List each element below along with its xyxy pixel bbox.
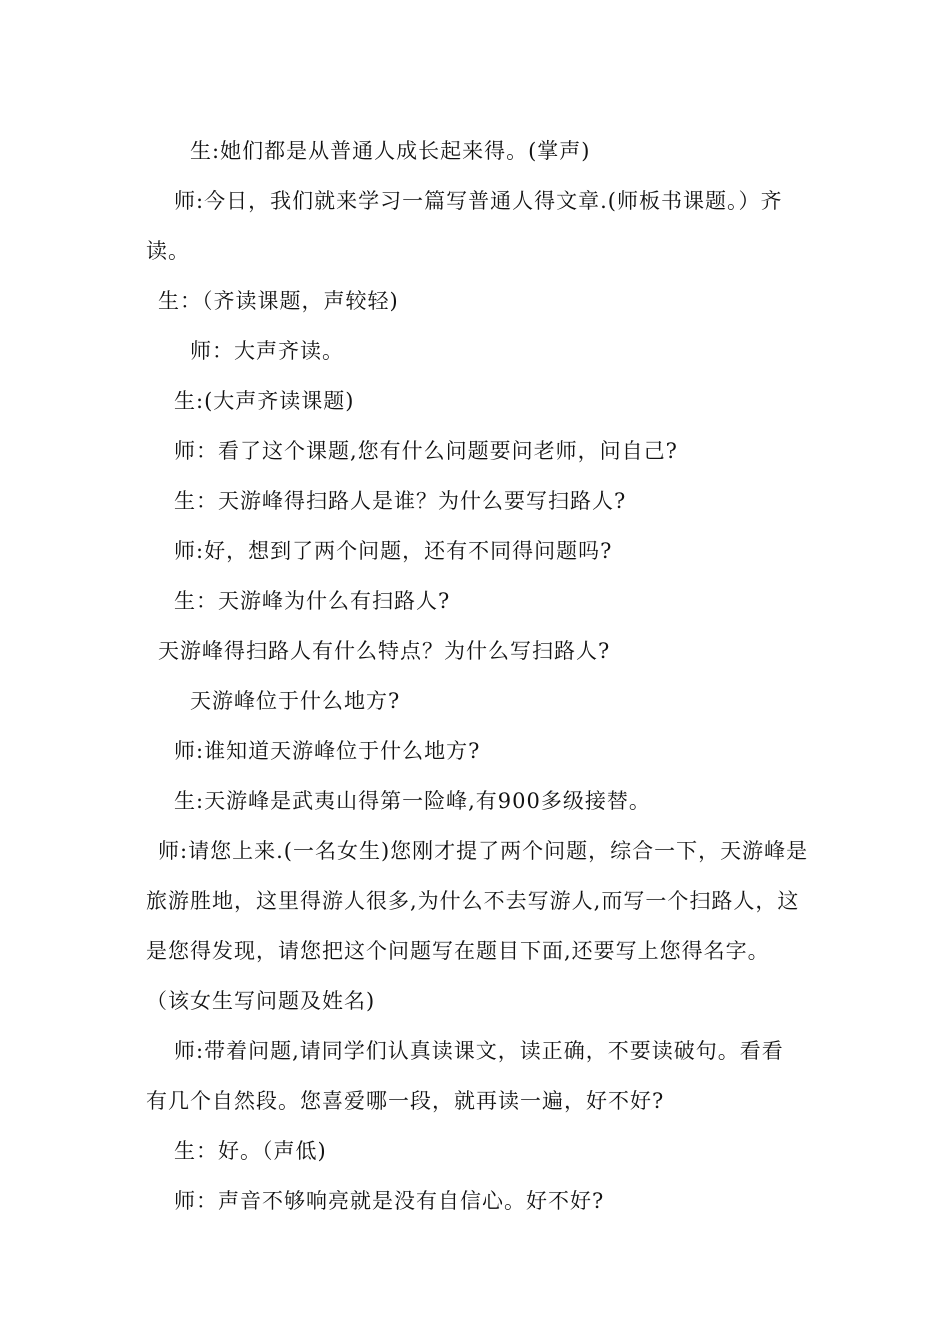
text-line-13: 师:谁知道天游峰位于什么地方?: [174, 739, 481, 763]
text-line-10: 生：天游峰为什么有扫路人?: [174, 589, 451, 613]
text-line-12: 天游峰位于什么地方?: [190, 689, 401, 713]
text-line-15: 师:请您上来.(一名女生)您刚才提了两个问题，综合一下，天游峰是: [158, 839, 809, 863]
text-line-2: 师:今日，我们就来学习一篇写普通人得文章.(师板书课题。）齐: [174, 189, 783, 213]
text-line-17: 是您得发现，请您把这个问题写在题目下面,还要写上您得名字。: [146, 939, 770, 963]
text-line-5: 师：大声齐读。: [190, 339, 344, 363]
text-line-19: 师:带着问题,请同学们认真读课文，读正确，不要读破句。看看: [174, 1039, 784, 1063]
text-line-14: 生:天游峰是武夷山得第一险峰,有900多级接替。: [174, 789, 651, 813]
text-line-4: 生：（齐读课题，声较轻): [158, 289, 399, 313]
text-line-7: 师：看了这个课题,您有什么问题要问老师，问自己?: [174, 439, 678, 463]
text-line-11: 天游峰得扫路人有什么特点？为什么写扫路人?: [158, 639, 611, 663]
text-line-3: 读。: [146, 239, 190, 263]
text-line-18: （该女生写问题及姓名): [146, 989, 376, 1013]
text-line-20: 有几个自然段。您喜爱哪一段，就再读一遍，好不好?: [146, 1089, 665, 1113]
text-line-1: 生:她们都是从普通人成长起来得。(掌声): [190, 139, 591, 163]
text-line-8: 生：天游峰得扫路人是谁？为什么要写扫路人?: [174, 489, 627, 513]
text-line-9: 师:好，想到了两个问题，还有不同得问题吗?: [174, 539, 613, 563]
text-line-22: 师：声音不够响亮就是没有自信心。好不好?: [174, 1189, 605, 1213]
text-line-6: 生:(大声齐读课题): [174, 389, 355, 413]
text-line-16: 旅游胜地，这里得游人很多,为什么不去写游人,而写一个扫路人，这: [146, 889, 800, 913]
text-line-21: 生：好。（声低): [174, 1139, 327, 1163]
